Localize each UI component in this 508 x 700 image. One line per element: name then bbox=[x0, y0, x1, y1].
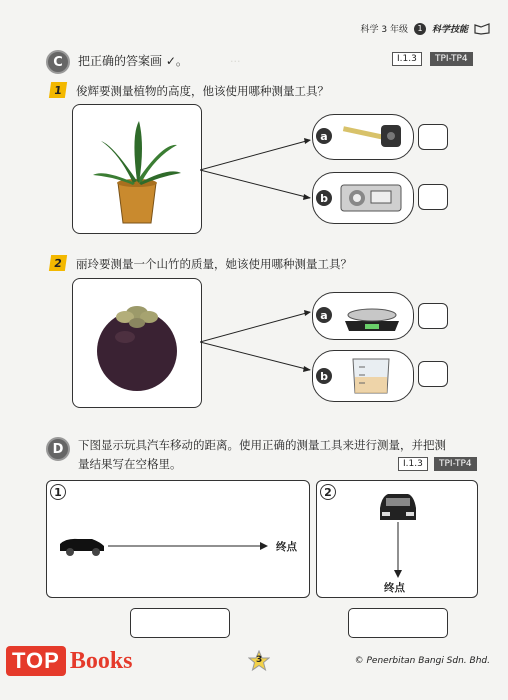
q1-arrows bbox=[200, 128, 312, 208]
q2-option-b-tickbox[interactable] bbox=[418, 361, 448, 387]
logo-top: TOP bbox=[6, 646, 66, 676]
section-c-tag-tp: TPI-TP4 bbox=[430, 52, 473, 66]
q1-option-b-letter: b bbox=[316, 190, 332, 206]
q1-option-a-letter: a bbox=[316, 128, 332, 144]
panel-2-track bbox=[374, 490, 422, 580]
question-1-text: 俊辉要测量植物的高度，他该使用哪种测量工具？ bbox=[76, 84, 329, 98]
question-1-number: 1 bbox=[49, 82, 67, 98]
panel-1-end-label: 终点 bbox=[276, 541, 297, 553]
panel-1-track bbox=[56, 536, 276, 558]
mangosteen-image-box bbox=[72, 278, 202, 408]
header-skill: 科学技能 bbox=[431, 25, 468, 35]
q1-option-a-tickbox[interactable] bbox=[418, 124, 448, 150]
section-c-tag-standard: I.1.3 bbox=[392, 52, 422, 66]
section-d-instruction-line2: 量结果写在空格里。 bbox=[78, 457, 182, 471]
panel-2-answer-box[interactable] bbox=[348, 608, 448, 638]
plant-image-box bbox=[72, 104, 202, 234]
digital-scale-icon bbox=[339, 299, 405, 335]
panel-2-end-label: 终点 bbox=[384, 582, 405, 594]
section-d-badge: D bbox=[46, 437, 70, 461]
question-2-text: 丽玲要测量一个山竹的质量，她该使用哪种测量工具？ bbox=[76, 257, 352, 271]
q2-arrows bbox=[200, 298, 312, 378]
panel-1-answer-box[interactable] bbox=[130, 608, 230, 638]
ghost-text: ... bbox=[230, 52, 241, 65]
q2-option-a-tickbox[interactable] bbox=[418, 303, 448, 329]
page-number-star bbox=[248, 650, 270, 672]
topbooks-logo bbox=[6, 646, 133, 676]
logo-books: Books bbox=[69, 647, 133, 674]
section-c-instruction: 把正确的答案画 ✓。 bbox=[78, 54, 188, 68]
section-d-instruction-line1: 下图显示玩具汽车移动的距离。使用正确的测量工具来进行测量，并把测 bbox=[78, 438, 446, 452]
page-number: 3 bbox=[256, 655, 263, 665]
weighing-scale-icon bbox=[339, 179, 407, 217]
panel-1-number: 1 bbox=[50, 484, 66, 500]
book-icon bbox=[474, 23, 490, 35]
q2-option-b-letter: b bbox=[316, 368, 332, 384]
q2-option-a-letter: a bbox=[316, 307, 332, 323]
publisher-credit: © Penerbitan Bangi Sdn. Bhd. bbox=[354, 656, 490, 666]
header-subject: 科学 3 年级 bbox=[360, 25, 408, 35]
q1-option-b-tickbox[interactable] bbox=[418, 184, 448, 210]
question-2-number: 2 bbox=[49, 255, 67, 271]
measuring-tape-icon bbox=[341, 119, 405, 155]
section-c-badge: C bbox=[46, 50, 70, 74]
beaker-icon bbox=[343, 355, 403, 397]
section-d-tag-standard: I.1.3 bbox=[398, 457, 428, 471]
panel-2-number: 2 bbox=[320, 484, 336, 500]
section-d-tag-tp: TPI-TP4 bbox=[434, 457, 477, 471]
page-header bbox=[361, 22, 490, 35]
unit-number: 1 bbox=[414, 23, 426, 35]
potted-plant-image bbox=[73, 105, 201, 233]
mangosteen-image bbox=[73, 279, 201, 407]
